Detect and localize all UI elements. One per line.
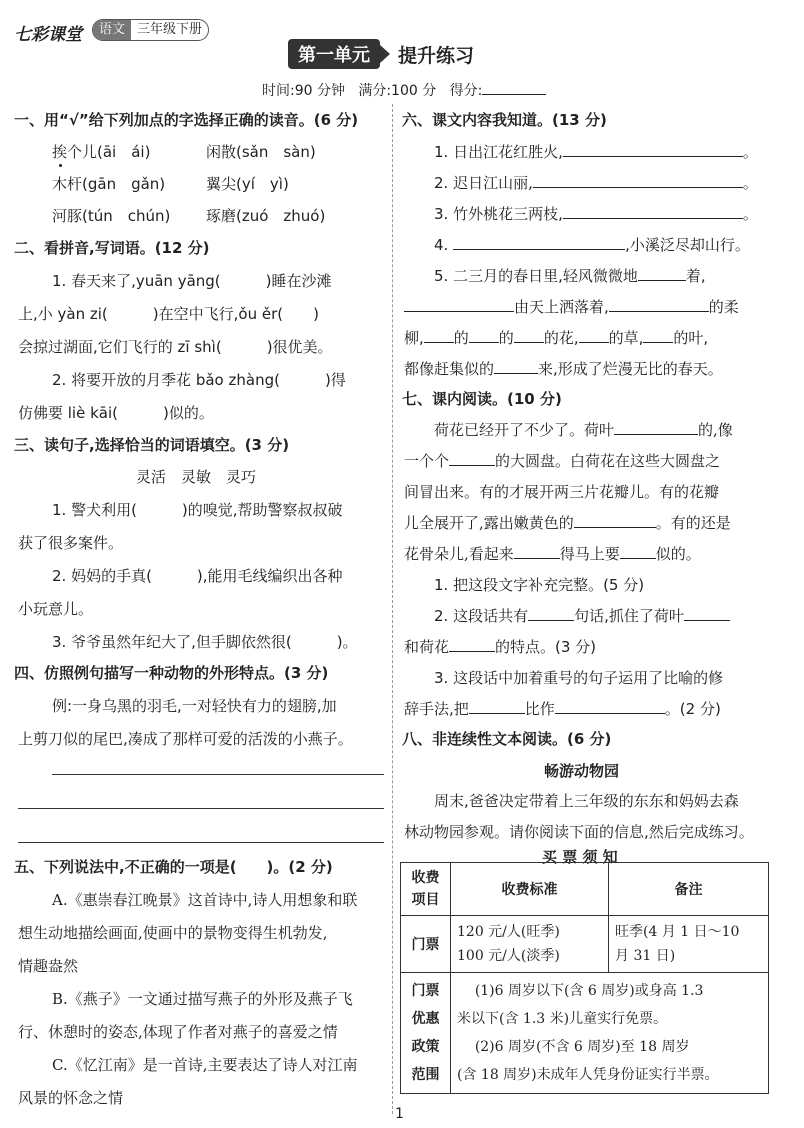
page-number: 1 xyxy=(395,1106,404,1122)
section-1-title: 一、用“√”给下列加点的字选择正确的读音。(6 分) xyxy=(14,111,359,129)
s7-question-1: 1. 把这段文字补充完整。(5 分) xyxy=(434,576,645,594)
s6-item-3-text: 3. 竹外桃花三两枝, xyxy=(434,205,563,223)
period: 。 xyxy=(742,143,758,161)
table-header-note: 备注 xyxy=(609,863,769,916)
s4-example-2: 上剪刀似的尾巴,凑成了那样可爱的活泼的小燕子。 xyxy=(18,730,353,748)
s7-question-2-line-2 xyxy=(404,636,596,657)
section-3-title: 三、读句子,选择恰当的词语填空。(3 分) xyxy=(14,436,290,454)
blank[interactable] xyxy=(453,236,625,250)
s6-item-4 xyxy=(434,234,750,255)
ticket-notice-title: 买 票 须 知 xyxy=(542,848,618,866)
page-title xyxy=(288,40,474,68)
s7-para-line-3: 间冒出来。有的才展开两三片花瓣儿。有的花瓣 xyxy=(404,483,720,501)
text: 门票 xyxy=(411,983,440,999)
s6-item-5-line-3 xyxy=(404,327,708,348)
blank[interactable] xyxy=(424,329,454,343)
blank[interactable] xyxy=(469,700,525,714)
text: 100 元/人(淡季) xyxy=(457,948,560,964)
blank[interactable] xyxy=(563,143,743,157)
period: 。 xyxy=(742,205,758,223)
s7-para-line-1 xyxy=(434,419,733,440)
section-7-title: 七、课内阅读。(10 分) xyxy=(402,390,562,408)
answer-line-2[interactable] xyxy=(18,808,384,809)
s3-line-2: 获了很多案件。 xyxy=(18,534,124,552)
option-c-line-2: 风景的怀念之情 xyxy=(18,1089,124,1107)
s8-para-2: 林动物园参观。请你阅读下面的信息,然后完成练习。 xyxy=(404,823,754,841)
ticket-table xyxy=(400,862,769,1094)
s7-question-3-line-2 xyxy=(404,698,721,719)
text: 的 xyxy=(498,329,514,347)
blank[interactable] xyxy=(449,638,495,652)
s6-item-1 xyxy=(434,141,758,162)
option-a-line-1[interactable]: A.《惠崇春江晚景》这首诗中,诗人用想象和联 xyxy=(52,891,358,909)
pinyin-choice-6[interactable]: 琢磨(zuó zhuó) xyxy=(206,207,326,225)
blank[interactable] xyxy=(614,421,698,435)
s6-item-5-line-4 xyxy=(404,358,723,379)
text: 的 xyxy=(453,329,469,347)
blank[interactable] xyxy=(494,360,538,374)
text: 花骨朵儿,看起来 xyxy=(404,545,514,563)
text: 范围 xyxy=(411,1067,440,1083)
text: 优惠 xyxy=(411,1011,440,1027)
table-cell-discount-policy xyxy=(451,973,769,1094)
blank[interactable] xyxy=(643,329,673,343)
blank[interactable] xyxy=(449,452,495,466)
pinyin-choice-1[interactable]: 挨个儿(āi ái) xyxy=(52,143,151,161)
blank[interactable] xyxy=(528,607,574,621)
text: 旺季(4 月 1 日～10 xyxy=(615,924,740,940)
blank[interactable] xyxy=(514,545,560,559)
text: (2)6 周岁(不含 6 周岁)至 18 周岁 xyxy=(474,1039,690,1055)
text: (1)6 周岁以下(含 6 周岁)或身高 1.3 xyxy=(474,983,704,999)
table-cell-discount-label xyxy=(401,973,451,1094)
period: 。 xyxy=(742,174,758,192)
s7-para-line-2 xyxy=(404,450,720,471)
text: 儿全展开了,露出嫩黄色的 xyxy=(404,514,574,532)
s7-para-line-4 xyxy=(404,512,731,533)
emphasized-text: 一个个 xyxy=(404,452,450,470)
brand-logo: 七彩课堂 xyxy=(14,25,82,45)
blank[interactable] xyxy=(514,329,544,343)
s6-item-5-line-2 xyxy=(404,296,739,317)
text: 的草, xyxy=(608,329,644,347)
title-label: 提升练习 xyxy=(398,44,475,67)
option-b-line-1[interactable]: B.《燕子》一文通过描写燕子的外形及燕子飞 xyxy=(52,990,353,1008)
text: 。有的还是 xyxy=(655,514,731,532)
option-c-line-1[interactable]: C.《忆江南》是一首诗,主要表达了诗人对江南 xyxy=(52,1056,358,1074)
text: 都像赶集似的 xyxy=(404,360,495,378)
full-score-label: 满分:100 分 xyxy=(358,83,437,99)
s8-subtitle: 畅游动物园 xyxy=(544,762,620,780)
s2-line-2: 上,小 yàn zi( )在空中飞行,ǒu ěr( ) xyxy=(18,305,319,323)
s2-line-3: 会掠过湖面,它们飞行的 zī shì( )很优美。 xyxy=(18,338,333,356)
s6-item-1-text: 1. 日出江花红胜火, xyxy=(434,143,563,161)
text: 120 元/人(旺季) xyxy=(457,924,560,940)
s6-item-3 xyxy=(434,203,758,224)
blank[interactable] xyxy=(638,267,686,281)
text: 的叶, xyxy=(673,329,709,347)
blank[interactable] xyxy=(579,329,609,343)
table-cell-ticket: 门票 xyxy=(401,916,451,973)
subject-label: 语文 xyxy=(93,20,131,40)
score-blank[interactable] xyxy=(482,81,546,95)
text: 月 31 日) xyxy=(615,948,676,964)
s8-para-1: 周末,爸爸决定带着上三年级的东东和妈妈去森 xyxy=(434,792,739,810)
unit-label: 第一单元 xyxy=(288,39,380,69)
text: 荷花已经开了不少了。荷叶 xyxy=(434,421,615,439)
text: 似的。 xyxy=(655,545,701,563)
subject-grade-badge xyxy=(92,19,209,41)
text: 项目 xyxy=(411,892,440,908)
text: 辞手法,把 xyxy=(404,700,469,718)
text: 和荷花 xyxy=(404,638,450,656)
text: 政策 xyxy=(411,1039,440,1055)
pinyin-choice-text: 个儿(āi ái) xyxy=(67,143,151,161)
s6-item-2 xyxy=(434,172,758,193)
s2-line-4: 2. 将要开放的月季花 bǎo zhàng( )得 xyxy=(52,371,346,389)
s6-item-5-text: 5. 二三月的春日里,轻风微微地 xyxy=(434,267,638,285)
s3-line-3: 2. 妈妈的手真( ),能用毛线编织出各种 xyxy=(52,567,343,585)
s3-line-4: 小玩意儿。 xyxy=(18,600,94,618)
s4-example-1: 例:一身乌黑的羽毛,一对轻快有力的翅膀,加 xyxy=(52,697,337,715)
text: 的特点。(3 分) xyxy=(495,638,597,656)
text: 的花, xyxy=(543,329,579,347)
section-2-title: 二、看拼音,写词语。(12 分) xyxy=(14,239,210,257)
score-label: 得分: xyxy=(449,83,483,99)
s7-para-line-5 xyxy=(404,543,701,564)
blank[interactable] xyxy=(404,298,514,312)
text: 的,像 xyxy=(698,421,733,439)
s6-item-4-num: 4. xyxy=(434,236,449,254)
text: (含 18 周岁)未成年人凭身份证实行半票。 xyxy=(457,1067,719,1083)
arrow-icon xyxy=(380,45,390,63)
blank[interactable] xyxy=(609,298,709,312)
text: 句话,抓住了荷叶 xyxy=(574,607,684,625)
s7-question-3: 3. 这段话中加着重号的句子运用了比喻的修 xyxy=(434,669,724,687)
pinyin-choice-3[interactable]: 木杆(gān gǎn) xyxy=(52,175,166,193)
answer-line-3[interactable] xyxy=(18,842,384,843)
pinyin-choice-2[interactable]: 闲散(sǎn sàn) xyxy=(206,143,316,161)
section-5-title: 五、下列说法中,不正确的一项是( )。(2 分) xyxy=(14,858,333,876)
text: 的大圆盘。白荷花在这些大圆盘之 xyxy=(495,452,721,470)
grade-label: 三年级下册 xyxy=(137,22,203,37)
text: 柳, xyxy=(404,329,424,347)
section-6-title: 六、课文内容我知道。(13 分) xyxy=(402,111,607,129)
s6-item-5 xyxy=(434,265,706,286)
text: 。(2 分) xyxy=(664,700,721,718)
blank[interactable] xyxy=(555,700,665,714)
section-4-title: 四、仿照例句描写一种动物的外形特点。(3 分) xyxy=(14,664,329,682)
text: 收费 xyxy=(411,870,440,886)
option-a-line-2: 想生动地描绘画面,使画中的景物变得生机勃发, xyxy=(18,924,328,942)
blank[interactable] xyxy=(533,174,743,188)
pinyin-choice-4[interactable]: 翼尖(yí yì) xyxy=(206,175,289,193)
s6-item-4-text: ,小溪泛尽却山行。 xyxy=(625,236,750,254)
text: 的柔 xyxy=(708,298,739,316)
s2-line-5: 仿佛要 liè kāi( )似的。 xyxy=(18,404,214,422)
blank[interactable] xyxy=(469,329,499,343)
section-8-title: 八、非连续性文本阅读。(6 分) xyxy=(402,730,612,748)
option-b-line-2: 行、休憩时的姿态,体现了作者对燕子的喜爱之情 xyxy=(18,1023,338,1041)
blank[interactable] xyxy=(620,545,656,559)
table-cell-season xyxy=(609,916,769,973)
table-header-standard: 收费标准 xyxy=(451,863,609,916)
table-cell-prices xyxy=(451,916,609,973)
s3-line-5: 3. 爷爷虽然年纪大了,但手脚依然很( )。 xyxy=(52,633,358,651)
s6-item-2-text: 2. 迟日江山丽, xyxy=(434,174,533,192)
s6-item-5-end: 着, xyxy=(685,267,706,285)
column-divider xyxy=(392,104,393,1114)
s7-question-2 xyxy=(434,605,730,626)
s3-line-1: 1. 警犬利用( )的嗅觉,帮助警察叔叔破 xyxy=(52,501,343,519)
text: 2. 这段话共有 xyxy=(434,607,529,625)
option-a-line-3: 情趣盎然 xyxy=(18,957,79,975)
answer-line-1[interactable] xyxy=(52,774,384,775)
blank[interactable] xyxy=(563,205,743,219)
text: 得马上要 xyxy=(559,545,620,563)
text: 米以下(含 1.3 米)儿童实行免票。 xyxy=(457,1011,668,1027)
blank[interactable] xyxy=(574,514,656,528)
text: 由天上洒落着, xyxy=(514,298,609,316)
exam-meta xyxy=(262,80,546,100)
text: 来,形成了烂漫无比的春天。 xyxy=(538,360,723,378)
time-label: 时间:90 分钟 xyxy=(262,83,345,99)
text: 比作 xyxy=(524,700,555,718)
pinyin-choice-5[interactable]: 河豚(tún chún) xyxy=(52,207,171,225)
s2-line-1: 1. 春天来了,yuān yāng( )睡在沙滩 xyxy=(52,272,332,290)
table-header-item xyxy=(401,863,451,916)
blank[interactable] xyxy=(684,607,730,621)
s3-word-choices: 灵活 灵敏 灵巧 xyxy=(136,468,257,486)
